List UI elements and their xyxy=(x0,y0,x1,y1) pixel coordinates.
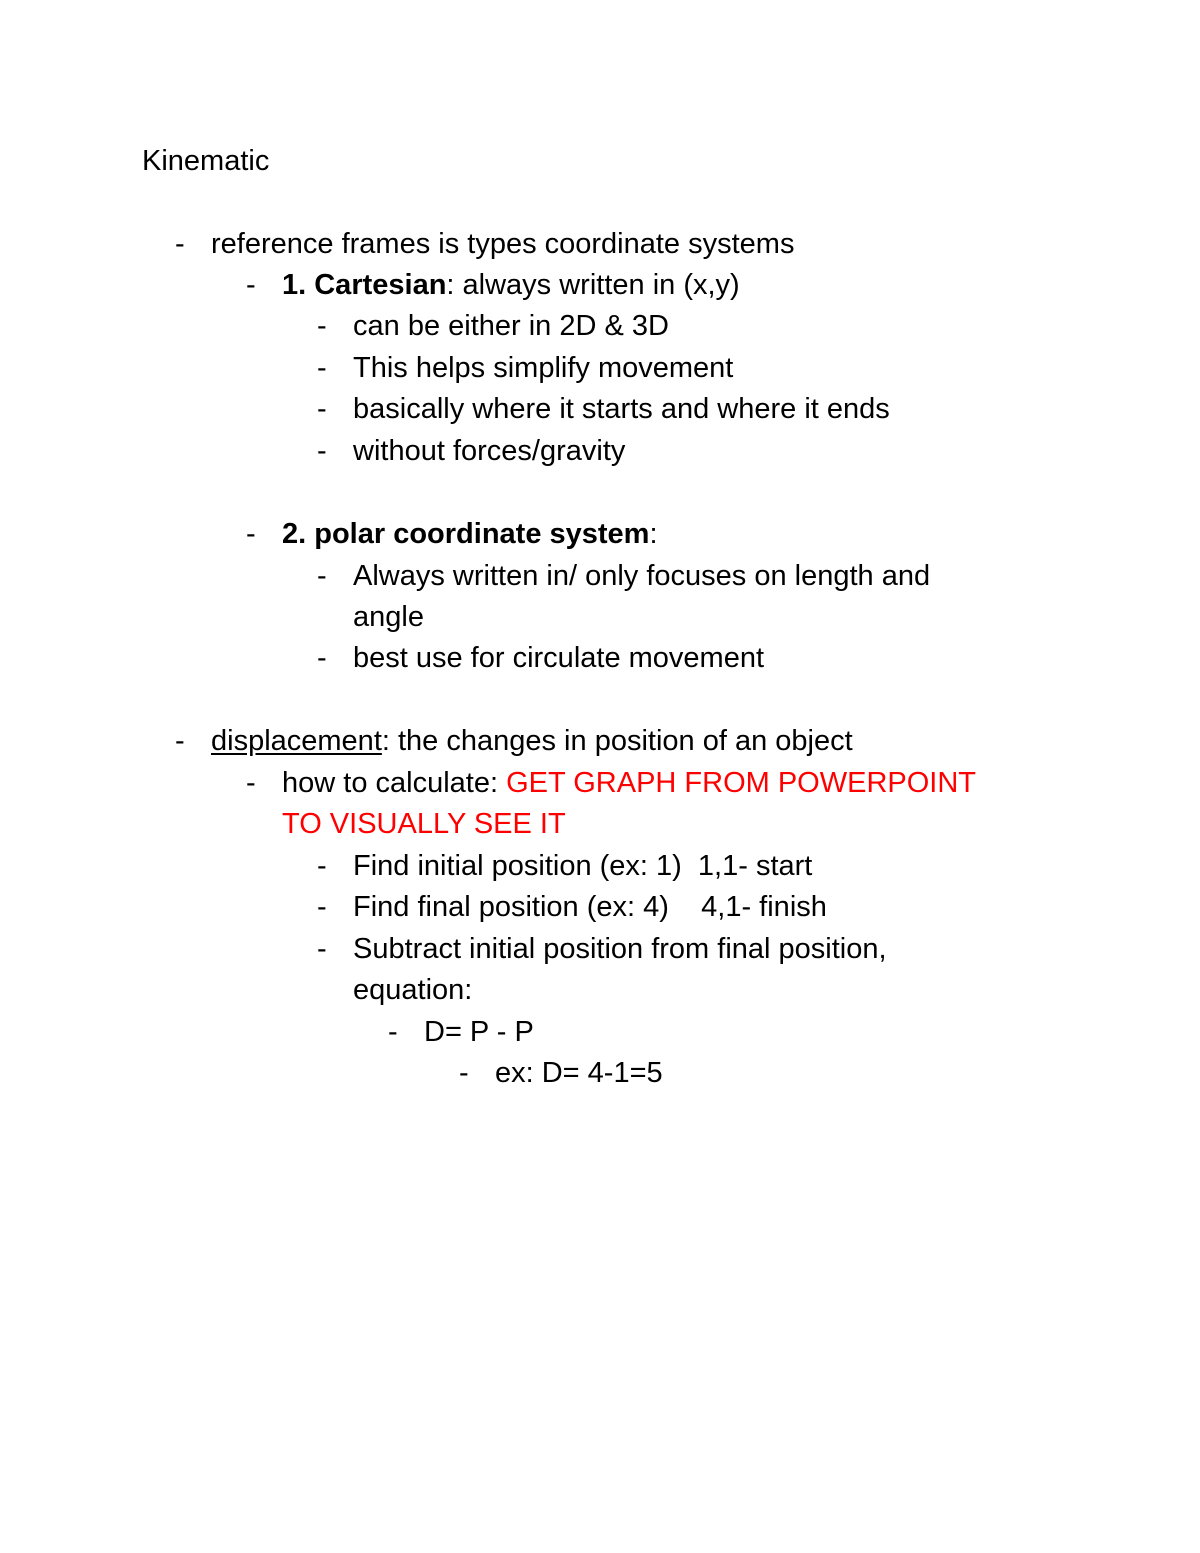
list-item-displacement xyxy=(211,721,853,761)
document-title: Kinematic xyxy=(142,145,270,177)
bullet-dash: - xyxy=(317,642,327,674)
red-note: GET GRAPH FROM POWERPOINT xyxy=(506,767,977,799)
bullet-dash: - xyxy=(175,725,185,757)
bullet-dash: - xyxy=(317,933,327,965)
bullet-dash: - xyxy=(246,269,256,301)
bullet-dash: - xyxy=(388,1016,398,1048)
red-note-continuation: TO VISUALLY SEE IT xyxy=(282,808,566,840)
cartesian-heading: 1. Cartesian xyxy=(282,269,447,301)
list-item: without forces/gravity xyxy=(353,435,626,467)
bullet-dash: - xyxy=(317,352,327,384)
bullet-dash: - xyxy=(246,518,256,550)
bullet-dash: - xyxy=(317,560,327,592)
list-item: Subtract initial position from final position, xyxy=(353,933,887,965)
how-to-label: how to calculate: xyxy=(282,767,507,799)
list-item: Find initial position (ex: 1) 1,1- start xyxy=(353,850,813,882)
list-item-reference-frames: reference frames is types coordinate systems xyxy=(211,228,795,260)
bullet-dash: - xyxy=(317,891,327,923)
example-item: ex: D= 4-1=5 xyxy=(495,1057,663,1089)
bullet-dash: - xyxy=(317,310,327,342)
list-item: Find final position (ex: 4) 4,1- finish xyxy=(353,891,827,923)
equation-item: D= P - P xyxy=(424,1016,534,1048)
list-item-how-to-calculate xyxy=(282,763,976,803)
list-item-polar xyxy=(282,514,658,554)
displacement-definition: : the changes in position of an object xyxy=(381,725,853,757)
list-item-continuation: angle xyxy=(353,601,424,633)
displacement-term: displacement xyxy=(211,725,382,757)
list-item: basically where it starts and where it ends xyxy=(353,393,890,425)
list-item-continuation: equation: xyxy=(353,974,473,1006)
bullet-dash: - xyxy=(175,228,185,260)
list-item-cartesian xyxy=(282,265,740,305)
bullet-dash: - xyxy=(459,1057,469,1089)
cartesian-description: : always written in (x,y) xyxy=(446,269,740,301)
list-item: Always written in/ only focuses on length and xyxy=(353,560,931,592)
bullet-dash: - xyxy=(317,393,327,425)
list-item: can be either in 2D & 3D xyxy=(353,310,669,342)
bullet-dash: - xyxy=(317,850,327,882)
polar-heading: 2. polar coordinate system xyxy=(282,518,650,550)
bullet-dash: - xyxy=(246,767,256,799)
list-item: This helps simplify movement xyxy=(353,352,734,384)
list-item: best use for circulate movement xyxy=(353,642,765,674)
polar-colon: : xyxy=(649,518,658,550)
bullet-dash: - xyxy=(317,435,327,467)
